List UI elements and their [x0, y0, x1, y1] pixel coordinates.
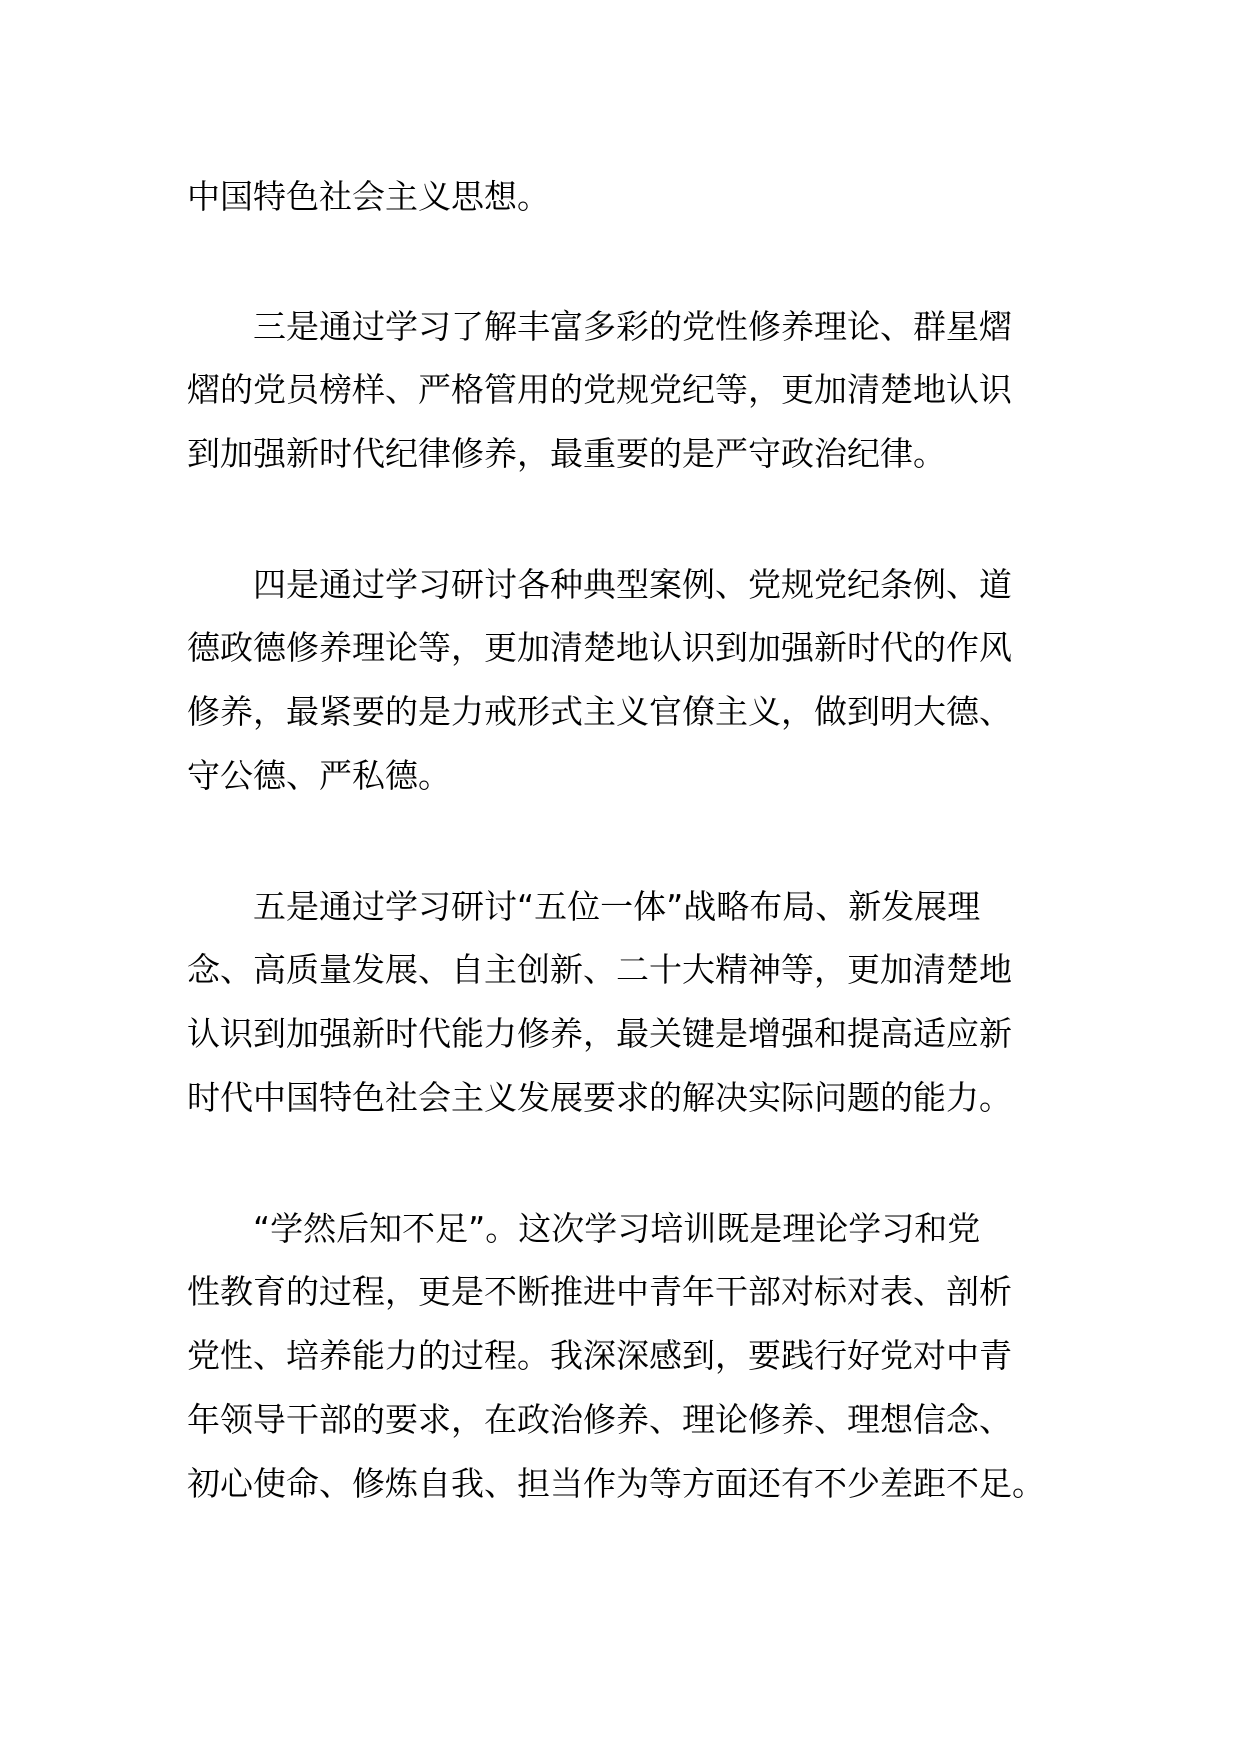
- paragraph-line: “学然后知不足”。这次学习培训既是理论学习和党: [253, 1209, 981, 1248]
- paragraph-line: 中国特色社会主义思想。: [187, 177, 550, 216]
- paragraph-line: 五是通过学习研讨“五位一体”战略布局、新发展理: [253, 887, 981, 926]
- paragraph-line: 性教育的过程，更是不断推进中青年干部对标对表、剖析: [187, 1272, 1012, 1311]
- paragraph-line: 熠的党员榜样、严格管用的党规党纪等，更加清楚地认识: [187, 370, 1012, 409]
- paragraph-line: 四是通过学习研讨各种典型案例、党规党纪条例、道: [253, 565, 1012, 604]
- paragraph-line: 时代中国特色社会主义发展要求的解决实际问题的能力。: [187, 1078, 1012, 1117]
- paragraph-line: 到加强新时代纪律修养，最重要的是严守政治纪律。: [187, 434, 946, 473]
- paragraph-line: 念、高质量发展、自主创新、二十大精神等，更加清楚地: [187, 950, 1012, 989]
- paragraph-line: 修养，最紧要的是力戒形式主义官僚主义，做到明大德、: [187, 692, 1012, 731]
- paragraph-line: 守公德、严私德。: [187, 756, 451, 795]
- paragraph-line: 党性、培养能力的过程。我深深感到，要践行好党对中青: [187, 1336, 1012, 1375]
- paragraph-line: 德政德修养理论等，更加清楚地认识到加强新时代的作风: [187, 628, 1012, 667]
- paragraph-line: 三是通过学习了解丰富多彩的党性修养理论、群星熠: [253, 307, 1012, 346]
- paragraph-line: 认识到加强新时代能力修养，最关键是增强和提高适应新: [187, 1014, 1012, 1053]
- paragraph-line: 年领导干部的要求，在政治修养、理论修养、理想信念、: [187, 1400, 1012, 1439]
- paragraph-line: 初心使命、修炼自我、担当作为等方面还有不少差距不足。: [187, 1464, 1045, 1503]
